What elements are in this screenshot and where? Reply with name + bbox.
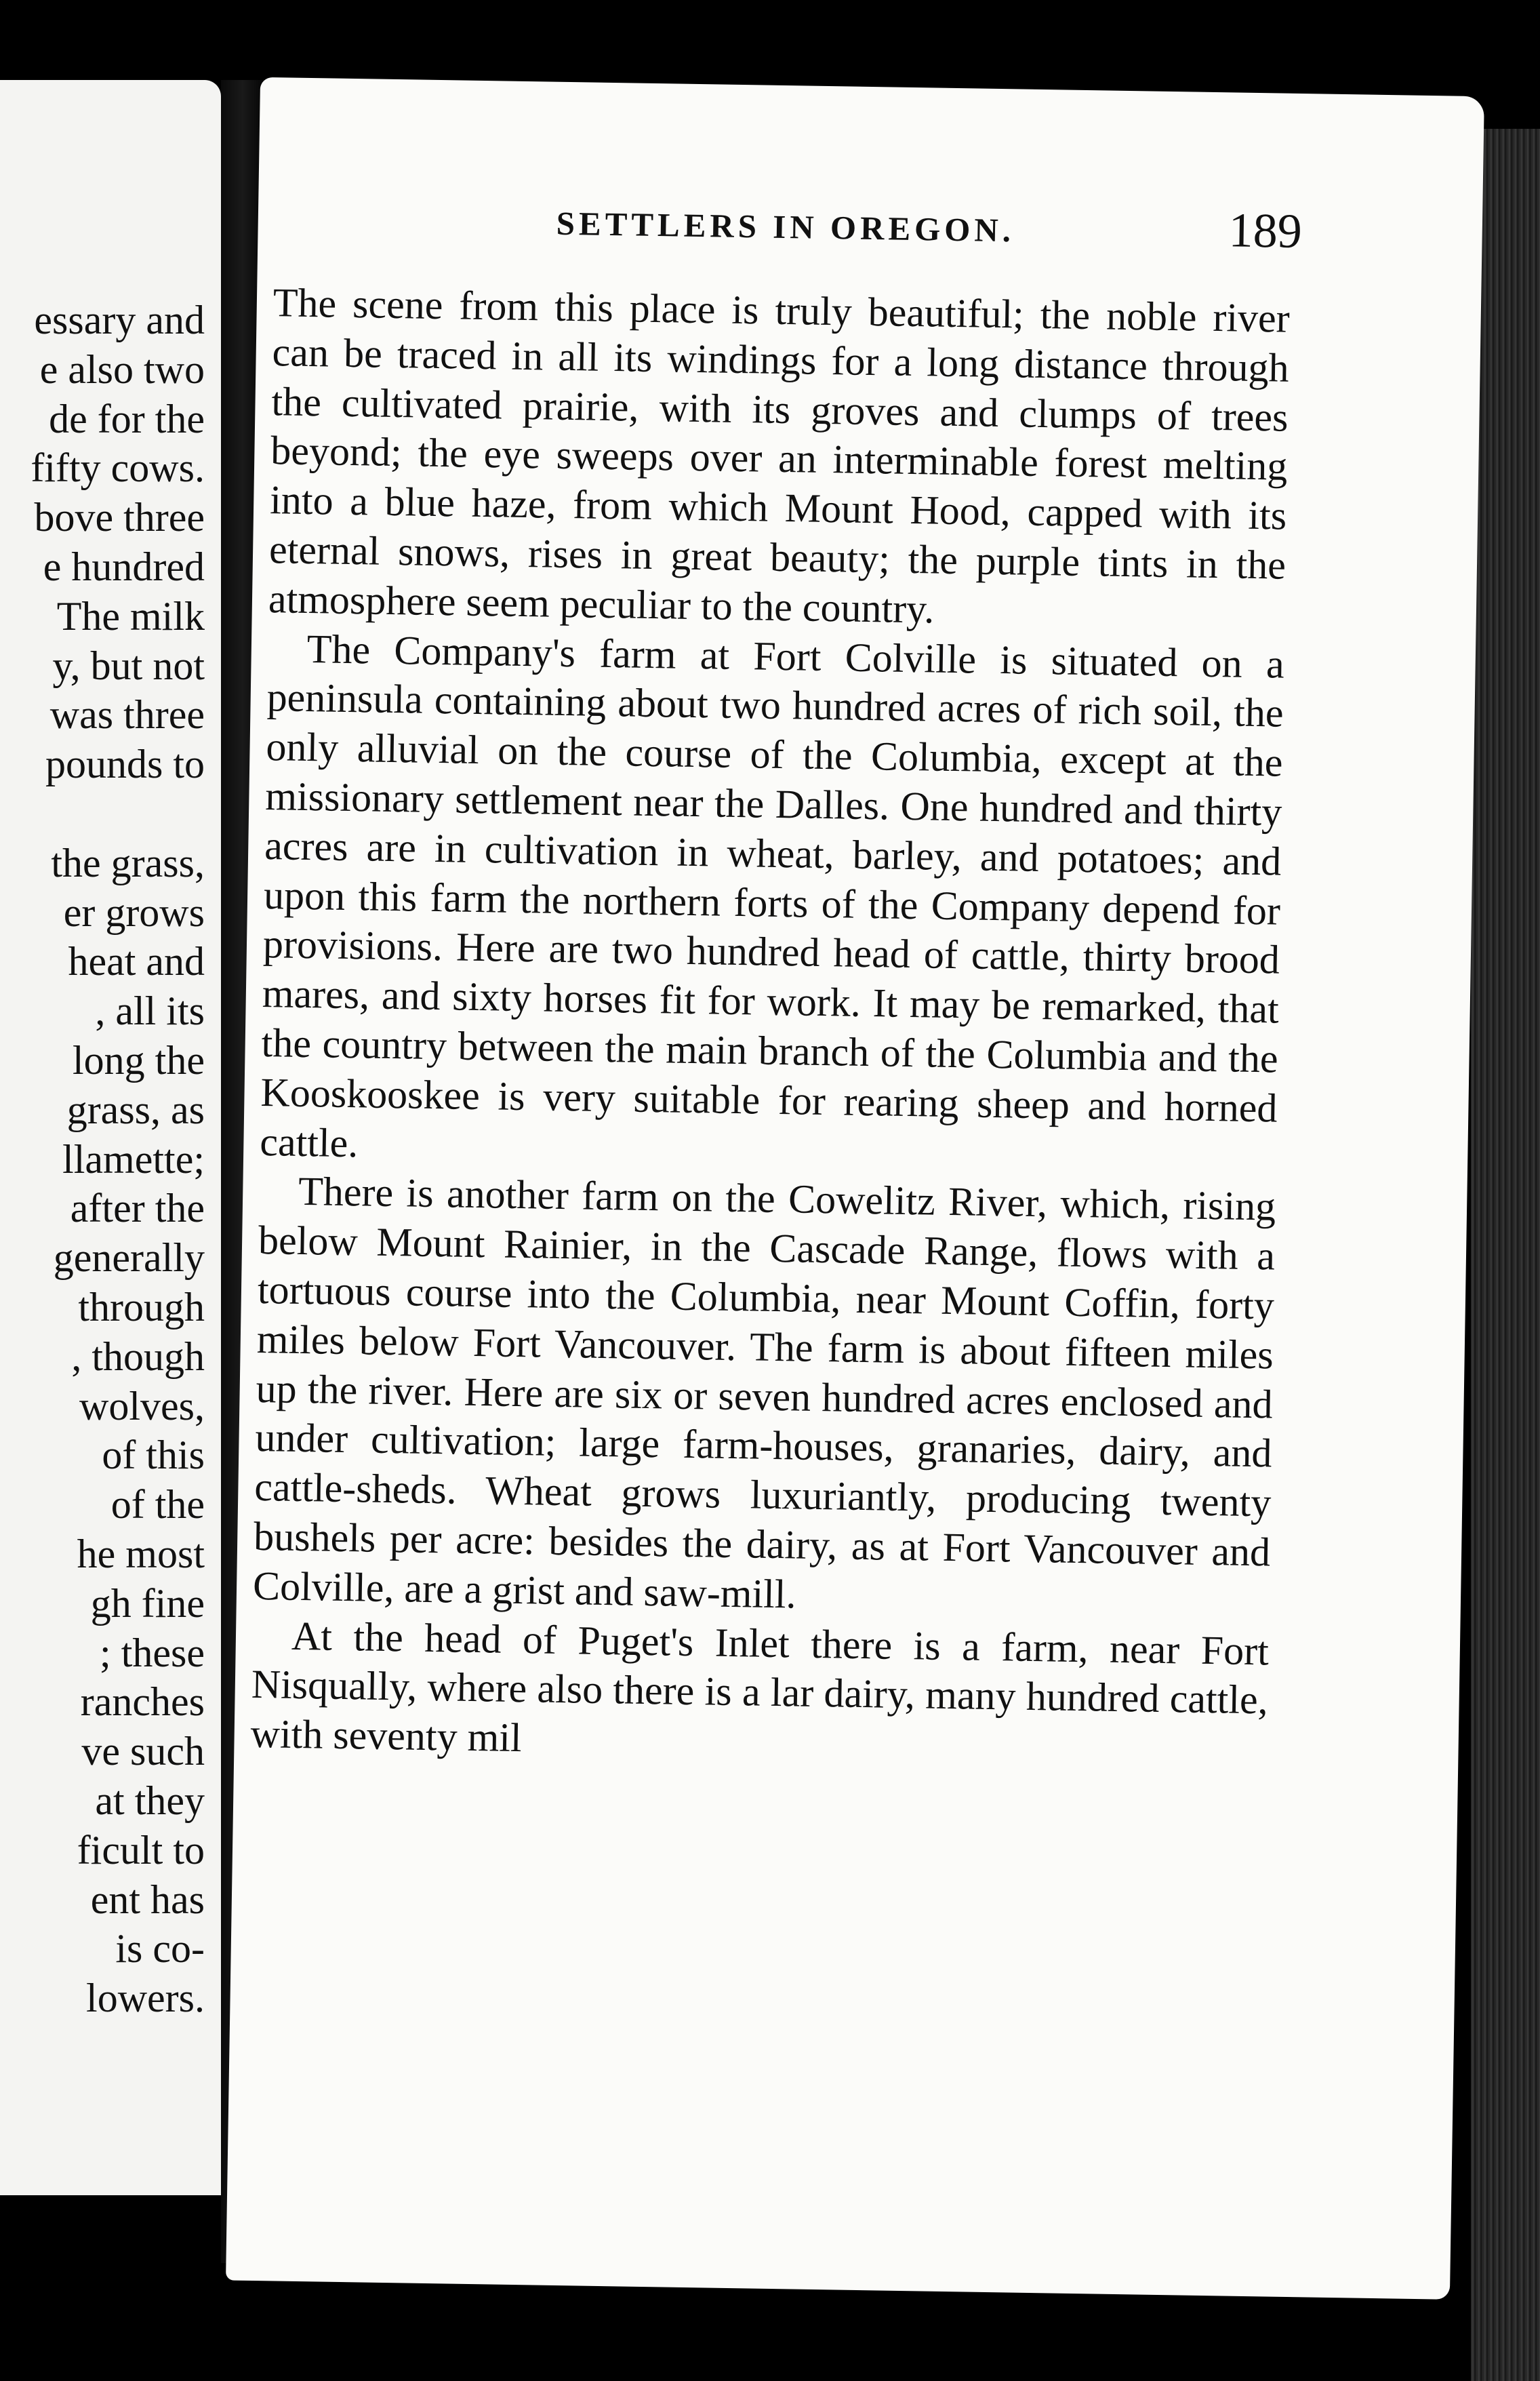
previous-page-line: essary and — [34, 298, 205, 342]
previous-page-line: ent has — [90, 1877, 205, 1922]
previous-page-line: ficult to — [77, 1827, 205, 1873]
previous-page-line: grass, as — [66, 1087, 205, 1132]
running-head: SETTLERS IN OREGON. — [556, 204, 1015, 249]
previous-page-line: long the — [73, 1037, 205, 1083]
previous-page-line: after the — [70, 1186, 205, 1231]
previous-page-line: pounds to — [45, 742, 205, 787]
previous-page-line: ve such — [81, 1729, 205, 1774]
previous-page-line: de for the — [49, 396, 205, 441]
previous-page-line: of the — [110, 1482, 205, 1527]
previous-page-fragment — [0, 80, 221, 2195]
previous-page-line: llamette; — [62, 1136, 205, 1182]
previous-page-line: of this — [102, 1433, 205, 1478]
previous-page-line: e also two — [39, 346, 205, 392]
previous-page-line: was three — [49, 692, 205, 738]
previous-page-line: ; these — [100, 1630, 205, 1675]
previous-page-line: at they — [95, 1778, 205, 1823]
previous-page-line: bove three — [34, 495, 205, 540]
previous-page-line: , all its — [95, 988, 205, 1034]
previous-page-line: The milk — [56, 593, 205, 639]
previous-page-text-lines — [31, 296, 205, 2023]
previous-page-line: the grass, — [51, 840, 205, 885]
page-edges — [1471, 129, 1540, 2381]
previous-page-line: through — [78, 1284, 205, 1329]
previous-page-line: lowers. — [86, 1976, 205, 2021]
previous-page-line: wolves, — [79, 1383, 205, 1428]
paragraph: The scene from this place is truly beautiful; the noble river can be traced in all its windings for a long distance through the cultivated prairie, with its groves and clumps of trees beyond; the eye sweeps over an interminable forest melting into a blue haze, from which Mount Hood, capped with its eternal snows, rises in great beauty; the purple tints in the atmosphere seem peculiar to the country. — [268, 280, 1291, 632]
previous-page-line: , though — [71, 1334, 205, 1379]
previous-page-line: heat and — [68, 939, 205, 984]
paragraph: There is another farm on the Cowelitz River, which, rising below Mount Rainier, in the Cascade Range, flows with a tortuous course into the Columbia, near Mount Coffin, forty miles below Fort Vancouver. The farm is about fifteen miles up the river. Here are six or seven hundred acres enclosed and under cultivation; large farm-houses, granaries, dairy, and cattle-sheds. Wheat grows luxuriantly, producing twenty bushels per acre: besides the dairy, as at Fort Vancouver and Colville, are a grist and saw-mill. — [252, 1169, 1276, 1617]
previous-page-line: ranches — [80, 1679, 205, 1725]
previous-page-line — [31, 789, 205, 839]
previous-page-line: y, but not — [52, 643, 205, 688]
previous-page-line: er grows — [63, 889, 205, 935]
paragraph: The Company's farm at Fort Colville is situated on a peninsula containing about two hundred acres of rich soil, the only alluvial on the course of the Columbia, except at the missionary settlement near the Dalles. One hundred and thirty acres are in cultivation in wheat, barley, and potatoes; and upon this farm the northern forts of the Company depend for provisions. Here are two hundred head of cattle, thirty brood mares, and sixty horses fit for work. It may be remarked, that the country between the main branch of the Columbia and the Kooskooskee is very suitable for rearing sheep and horned cattle. — [259, 626, 1285, 1165]
page-body — [250, 278, 1290, 1774]
paragraph: At the head of Puget's Inlet there is a farm, near Fort Nisqually, where also there is a lar dairy, many hundred cattle, with seventy mil — [250, 1613, 1270, 1761]
previous-page-line: is co- — [115, 1926, 205, 1972]
previous-page-line: gh fine — [90, 1580, 205, 1626]
previous-page-line: he most — [77, 1531, 205, 1576]
previous-page-line: generally — [53, 1235, 205, 1281]
current-page — [226, 77, 1484, 2300]
previous-page-line: e hundred — [43, 544, 205, 589]
previous-page-line: fifty cows. — [31, 445, 205, 491]
page-number: 189 — [1228, 203, 1303, 258]
